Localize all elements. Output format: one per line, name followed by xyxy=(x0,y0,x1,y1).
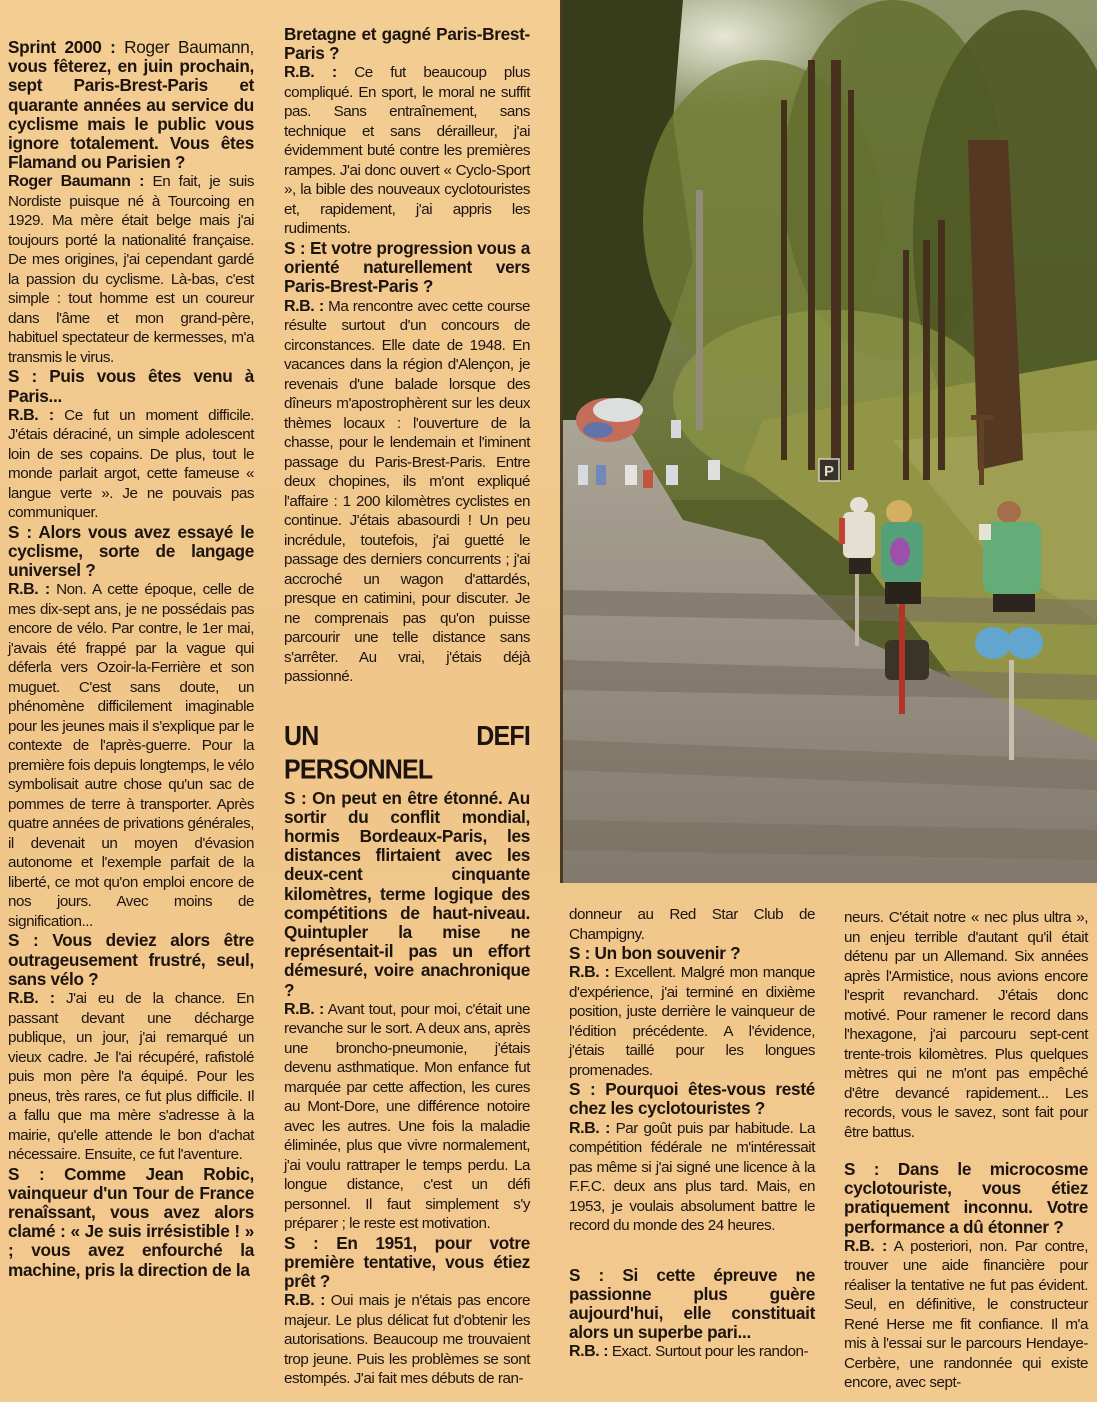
answer xyxy=(8,406,254,523)
answer-label: R.B. : xyxy=(8,581,50,599)
answer xyxy=(844,1237,1088,1393)
answer xyxy=(569,963,815,1080)
answer xyxy=(284,1291,530,1389)
answer-text: A posteriori, non. Par contre, trouver une aide financière pour réaliser la tentative ne fut pas évident. Seul, en définitive, le constructeur René Herse me fit confiance. Il m'a mis à l'essai sur le parcours Hendaye-Cerbère, une randonnée qui existe encore, avec sept- xyxy=(844,1237,1088,1392)
answer xyxy=(284,297,530,687)
answer-label: R.B. : xyxy=(284,64,337,82)
answer-label: R.B. : xyxy=(284,297,324,315)
answer-continued: donneur au Red Star Club de Champigny. xyxy=(569,906,815,943)
answer-label: R.B. : xyxy=(284,1292,326,1310)
answer-label: R.B. : xyxy=(284,1000,324,1018)
answer-text: Oui mais je n'étais pas encore majeur. Le plus délicat fut d'obtenir les autorisations. Beaucoup me trouvaient trop jeune. Puis les problèmes se sont estompés. J'ai fait mes débuts de ran- xyxy=(284,1292,530,1388)
question: S : Et votre progression vous a orienté naturellement vers Paris-Brest-Paris ? xyxy=(284,237,530,297)
answer-text: Ce fut un moment difficile. J'étais déraciné, un simple adolescent loin de ses copains. De plus, tout le monde parlait argot, cette fameuse « langue verte ». Je ne pouvais pas communiquer. xyxy=(8,406,255,522)
question: S : Si cette épreuve ne passionne plus guère aujourd'hui, elle constituait alors un superbe pari... xyxy=(569,1264,815,1343)
answer xyxy=(569,1119,815,1236)
question: S : Pourquoi êtes-vous resté chez les cyclotouristes ? xyxy=(569,1079,815,1119)
answer-text: En fait, je suis Nordiste puisque né à Tourcoing en 1929. Ma mère était belge mais j'ai toujours porté la nationalité française. De mes origines, j'ai cependant gardé la passion du cyclisme. Là-bas, c'est simple : tout homme est un coureur dans l'âme et mon grand-père, habituel spectateur de kermesses, m'a transmis le virus. xyxy=(8,173,254,366)
parking-sign-label: P xyxy=(823,463,835,480)
answer-text: Non. A cette époque, celle de mes dix-sept ans, je ne possédais pas encore de vélo. Par contre, le 1er mai, j'avais été frappé par la vague qui déferla vers Ozoir-la-Ferrière et son muguet. C'est sans doute, un phénomène difficilement imaginable pour les jeunes mais il s'explique par le contexte de l'après-guerre. Pour la première fois depuis longtemps, le vélo symbolisait autre chose qu'un sac de pommes de terre à transporter. Après quatre années de privations générales, il devenait un moyen d'évasion autonome et l'exemple parfait de la liberté, ce mot qu'on emploi encore de nos jours. Avec moins de signification... xyxy=(8,581,254,930)
answer-label: R.B. : xyxy=(8,990,55,1008)
answer-label: R.B. : xyxy=(8,406,54,424)
question-text: vous fêterez, en juin prochain, sept Paris-Brest-Paris et quarante années au service du cyclisme mais le public vous ignore totalement. Vous êtes Flamand ou Parisien ? xyxy=(8,56,254,173)
answer xyxy=(8,172,254,367)
answer-label: R.B. : xyxy=(569,1343,609,1361)
answer-label: R.B. : xyxy=(569,964,610,982)
answer-text: J'ai eu de la chance. En passant devant une décharge publique, un jour, j'ai remarqué un vieux cadre. Je l'ai récupéré, rafistolé puis mon père l'a équipé. Pour les pneus, très rares, ce fut plus difficile. Il a fallu que ma mère s'adresse à la mairie, qu'elle attende le bon d'achat nécessaire. Ensuite, ce fut l'aventure. xyxy=(8,990,254,1164)
column-2 xyxy=(284,25,530,1389)
answer-text: Avant tout, pour moi, c'était une revanche sur le sort. A deux ans, après une broncho-pneumonie, j'étais devenu asthmatique. Mon enfance fut marquée par cette affection, les cures au Mont-Dore, une différence notoire avec les autres. Une fois la maladie éliminée, plus que vivre normalement, j'ai voulu rattraper le temps perdu. La longue distance, c'est un défi personnel. Il faut simplement s'y préparer ; le reste est motivation. xyxy=(284,1000,531,1233)
question: S : Comme Jean Robic, vainqueur d'un Tour de France renaîssant, vous avez alors clamé : « Je suis irrésistible ! » ; vous avez enfourché la machine, pris la direction de la xyxy=(8,1163,254,1280)
answer xyxy=(284,1000,530,1234)
spacer xyxy=(569,1236,815,1266)
answer-continued: neurs. C'était notre « nec plus ultra », un enjeu terrible d'autant qu'il était détenu par un Allemand. Six années après l'Armistice, nous avions encore l'esprit revanchard. J'étais donc motivé. Pour ramener le record dans l'hexagone, j'ai parcouru sept-cent trente-trois kilomètres. Plus quelques mètres qui ne m'ont pas empêché d'être devancé rapidement... Les records, vous le savez, sont fait pour être battus. xyxy=(844,909,1088,1141)
column-4 xyxy=(844,908,1088,1393)
interviewer-label: Sprint 2000 : xyxy=(8,37,116,57)
answer xyxy=(284,63,530,239)
question: S : En 1951, pour votre première tentative, vous étiez prêt ? xyxy=(284,1232,530,1292)
answer-text: Ce fut beaucoup plus compliqué. En sport, le moral ne suffit pas. Sans entraînement, sans technique et sans dérailleur, j'ai évidemment buté contre les premières rampes. J'ai donc ouvert « Cyclo-Sport », la bible des nouveaux cyclotouristes et, rapidement, j'ai appris les rudiments. xyxy=(284,64,530,238)
answer-text: Exact. Surtout pour les randon- xyxy=(608,1343,809,1361)
intro-name: Roger Baumann, xyxy=(115,37,255,57)
column-1 xyxy=(8,38,254,1280)
question: S : On peut en être étonné. Au sortir du conflit mondial, hormis Bordeaux-Paris, les distances flirtaient avec les deux-cent cinquante kilomètres, terme logique des compétitions de haut-niveau. Quintupler la mise ne représentait-il pas un effort démesuré, voire anachronique ? xyxy=(284,787,530,1000)
section-heading: UN DEFI PERSONNEL xyxy=(284,719,530,785)
cyclists-forest-photo xyxy=(563,0,1097,883)
answer-text: Excellent. Malgré mon manque d'expérience, j'ai terminé en dixième position, juste derrière le vainqueur de l'édition précédente. A l'évidence, j'étais taillé pour les longues promenades. xyxy=(569,964,815,1079)
answer-label: Roger Baumann : xyxy=(8,173,145,191)
column-3 xyxy=(569,905,815,1362)
answer-label: R.B. : xyxy=(844,1237,887,1255)
answer xyxy=(569,1342,815,1362)
photo-illustration xyxy=(563,0,1097,883)
answer-label: R.B. : xyxy=(569,1119,610,1137)
question-intro xyxy=(8,38,254,172)
answer xyxy=(8,580,254,931)
question: S : Puis vous êtes venu à Paris... xyxy=(8,366,254,406)
question: S : Dans le microcosme cyclotouriste, vous étiez pratiquement inconnu. Votre performance a dû étonner ? xyxy=(844,1159,1088,1237)
answer-text: Par goût puis par habitude. La compétition fédérale ne m'intéressait pas même si j'ai signé une licence à la F.F.C. deux ans plus tard. Mais, en 1953, je voulais absolument battre le record du monde des 24 heures. xyxy=(569,1119,815,1235)
question: S : Alors vous avez essayé le cyclisme, sorte de langage universel ? xyxy=(8,521,254,581)
answer xyxy=(8,989,254,1165)
question: S : Vous deviez alors être outrageusement frustré, seul, sans vélo ? xyxy=(8,930,254,989)
answer-text: Ma rencontre avec cette course résulte surtout d'un concours de circonstances. Elle date de 1948. En vacances dans la région d'Alençon, je revenais d'une balade lorsque des dîneurs m'apostrophèrent sur les deux thèmes locaux : l'ouverture de la chasse, pour le lendemain et l'iminent passage du Paris-Brest-Paris. Entre deux chopines, ils m'ont expliqué l'affaire : 1 200 kilomètres cyclistes en continue. J'étais abasourdi ! Un peu incrédule, toutefois, j'ai guetté le passage des derniers concurrents ; j'ai accroché un wagon d'attardés, presque en catimini, pour discuter. Je ne comprenais pas qu'on puisse parcourir une telle distance sans s'arrêter. Au vrai, j'étais déjà passionné. xyxy=(284,297,531,686)
question: Bretagne et gagné Paris-Brest-Paris ? xyxy=(284,24,530,64)
spacer xyxy=(844,1142,1088,1160)
question: S : Un bon souvenir ? xyxy=(569,943,741,963)
